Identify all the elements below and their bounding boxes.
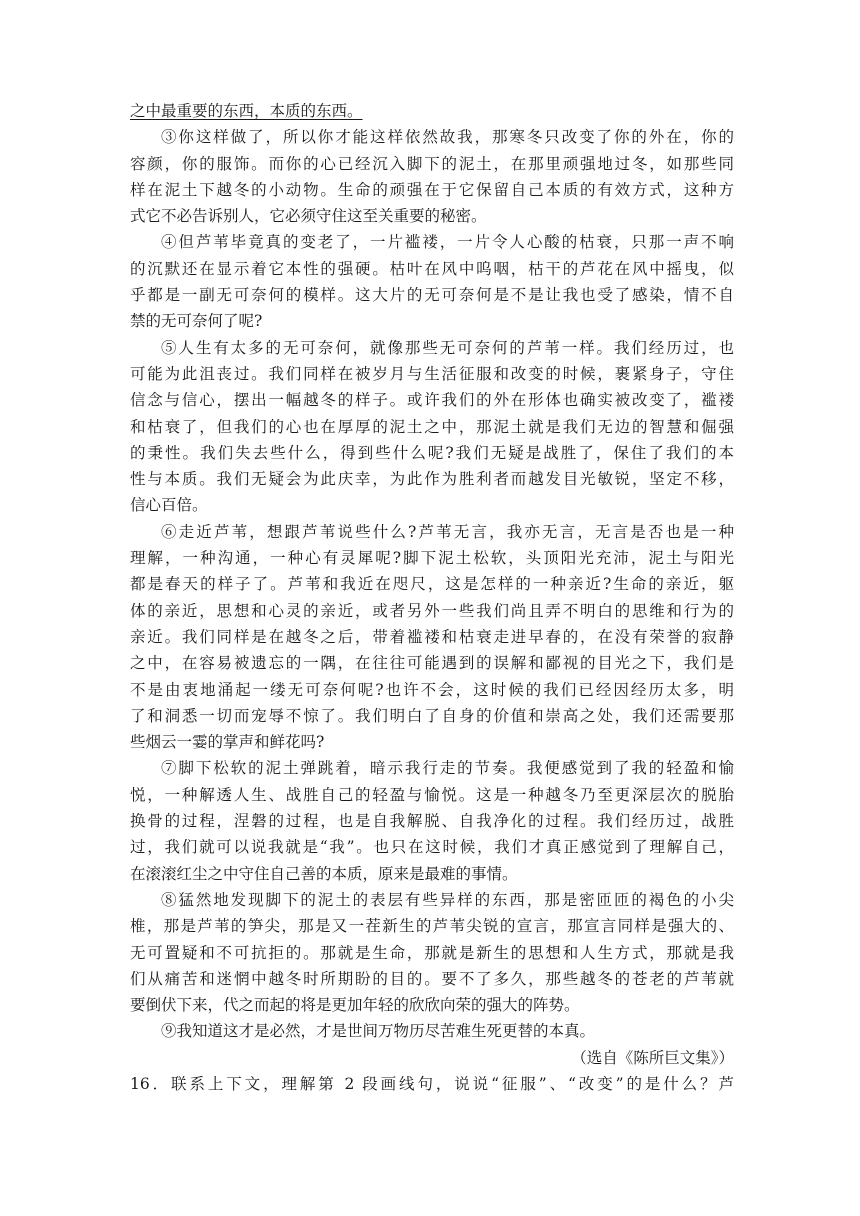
question-line	[130, 1071, 734, 1097]
line-text: 样在泥土下越冬的小动物。生命的顽强在于它保留自己本质的有效方式，这种方	[130, 180, 734, 199]
text-line	[130, 124, 734, 150]
line-text: ⑥走近芦苇，想跟芦苇说些什么?芦苇无言，我亦无言，无言是否也是一种	[161, 522, 734, 541]
document-page	[130, 98, 734, 1097]
text-line	[130, 308, 734, 334]
underlined-sentence: 之中最重要的东西，本质的东西。	[130, 102, 363, 120]
line-text: 之中，在容易被遗忘的一隅，在往往可能遇到的误解和鄙视的目光之下，我们是	[130, 654, 734, 673]
line-text: 信心百倍。	[130, 496, 208, 515]
text-line	[130, 177, 734, 203]
line-text: 式它不必告诉别人，它必须守住这至关重要的秘密。	[130, 207, 487, 226]
text-line	[130, 808, 734, 834]
text-line	[130, 519, 734, 545]
text-line	[130, 650, 734, 676]
text-line	[130, 887, 734, 913]
line-text: 亲近。我们同样是在越冬之后，带着褴褛和枯衰走进早春的，在没有荣誉的寂静	[130, 627, 734, 646]
text-line	[130, 861, 734, 887]
line-text: 椎，那是芦苇的笋尖，那是又一茬新生的芦苇尖锐的宣言，那宣言同样是强大的、	[130, 917, 734, 936]
line-text: 的沉默还在显示着它本性的强硬。枯叶在风中呜咽，枯干的芦花在风中摇曳，似	[130, 259, 734, 278]
text-line	[130, 335, 734, 361]
line-text: ⑤人生有太多的无可奈何，就像那些无可奈何的芦苇一样。我们经历过，也	[161, 338, 734, 357]
line-text: 换骨的过程，涅磐的过程，也是自我解脱、自我净化的过程。我们经历过，战胜	[130, 812, 734, 831]
line-text: 些烟云一霎的掌声和鲜花吗?	[130, 733, 325, 752]
line-text: 不是由衷地涌起一缕无可奈何呢?也许不会，这时候的我们已经因经历太多，明	[130, 680, 734, 699]
line-text: 过，我们就可以说我就是“我”。也只在这时候，我们才真正感觉到了理解自己，	[130, 838, 734, 857]
line-text: 的秉性。我们失去些什么，得到些什么呢?我们无疑是战胜了，保住了我们的本	[130, 443, 734, 462]
text-line	[130, 571, 734, 597]
text-line	[130, 98, 734, 124]
line-text: 禁的无可奈何了呢?	[130, 312, 263, 331]
line-text: 悦，一种解透人生、战胜自己的轻盈与愉悦。这是一种越冬乃至更深层次的脱胎	[130, 785, 734, 804]
text-line	[130, 545, 734, 571]
text-line	[130, 624, 734, 650]
text-line	[130, 361, 734, 387]
text-line	[130, 387, 734, 413]
text-line	[130, 992, 734, 1018]
line-text: 要倒伏下来，代之而起的将是更加年轻的欣欣向荣的强大的阵势。	[130, 996, 580, 1015]
text-line	[130, 782, 734, 808]
text-line	[130, 913, 734, 939]
line-text: 无可置疑和不可抗拒的。那就是生命，那就是新生的思想和人生方式，那就是我	[130, 943, 734, 962]
line-text: 在滚滚红尘之中守住自己善的本质，原来是最难的事情。	[130, 864, 518, 883]
text-line	[130, 203, 734, 229]
line-text: 体的亲近，思想和心灵的亲近，或者另外一些我们尚且弄不明白的思维和行为的	[130, 601, 734, 620]
line-text: 性与本质。我们无疑会为此庆幸，为此作为胜利者而越发目光敏锐，坚定不移，	[130, 470, 734, 489]
line-text: 都是春天的样子了。芦苇和我近在咫尺，这是怎样的一种亲近?生命的亲近，躯	[130, 575, 734, 594]
line-text: 容颜，你的服饰。而你的心已经沉入脚下的泥土，在那里顽强地过冬，如那些同	[130, 154, 734, 173]
line-text: （选自《陈所巨文集》）	[571, 1048, 734, 1067]
text-line	[130, 229, 734, 255]
line-text: 和枯衰了，但我们的心也在厚厚的泥土之中，那泥土就是我们无边的智慧和倔强	[130, 417, 734, 436]
text-line	[130, 677, 734, 703]
text-line	[130, 834, 734, 860]
line-text: ⑧猛然地发现脚下的泥土的表层有些异样的东西，那是密匝匝的褐色的小尖	[161, 890, 734, 909]
line-text: 信念与信心，摆出一幅越冬的样子。或许我们的外在形体也确实被改变了，褴褛	[130, 391, 734, 410]
text-line	[130, 940, 734, 966]
line-text: 可能为此沮丧过。我们同样在被岁月与生活征服和改变的时候，裹紧身子，守住	[130, 364, 734, 383]
text-line	[130, 1018, 734, 1044]
text-line	[130, 492, 734, 518]
text-line	[130, 151, 734, 177]
source-citation	[130, 1045, 734, 1071]
text-line	[130, 440, 734, 466]
text-line	[130, 598, 734, 624]
text-line	[130, 755, 734, 781]
text-line	[130, 703, 734, 729]
line-text: ③你这样做了，所以你才能这样依然故我，那寒冬只改变了你的外在，你的	[161, 128, 734, 147]
text-line	[130, 256, 734, 282]
text-line	[130, 729, 734, 755]
line-text: 们从痛苦和迷惘中越冬时所期盼的目的。要不了多久，那些越冬的苍老的芦苇就	[130, 969, 734, 988]
line-text: 乎都是一副无可奈何的模样。这大片的无可奈何是不是让我也受了感染，情不自	[130, 286, 734, 305]
line-text: 了和洞悉一切而宠辱不惊了。我们明白了自身的价值和崇高之处，我们还需要那	[130, 706, 734, 725]
text-line	[130, 282, 734, 308]
line-text: ⑨我知道这才是必然，才是世间万物历尽苦难生死更替的本真。	[161, 1022, 596, 1041]
line-text: ⑦脚下松软的泥土弹跳着，暗示我行走的节奏。我便感觉到了我的轻盈和愉	[161, 759, 734, 778]
text-line	[130, 966, 734, 992]
line-text: 16．联系上下文，理解第 2 段画线句，说说“征服”、“改变”的是什么？芦	[130, 1074, 734, 1093]
line-text: ④但芦苇毕竟真的变老了，一片褴褛，一片令人心酸的枯衰，只那一声不响	[161, 233, 734, 252]
text-line	[130, 414, 734, 440]
line-text: 理解，一种沟通，一种心有灵犀呢?脚下泥土松软，头顶阳光充沛，泥土与阳光	[130, 549, 734, 568]
text-line	[130, 466, 734, 492]
